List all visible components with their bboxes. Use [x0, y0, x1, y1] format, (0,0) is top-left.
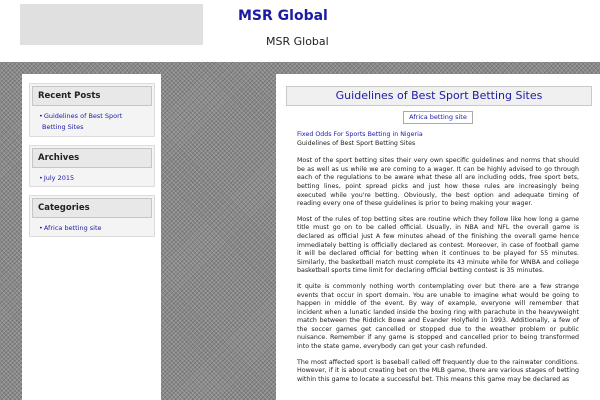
post-paragraph: It quite is commonly nothing worth contemplating over but there are a few strange events that occur in sport domain. You are unable to imagine what would be going to happen in middle of the event. By way of example, everyone will remember that incident when a lunatic landed inside the boxing ring with parachute in the heavyweight match between the Riddick Bowe and Evander Holyfield in 1993. Additionally, a few of the soccer games get cancelled or stopped due to the weather problem or public nuisance. Remember if any game is stopped and cancelled prior to being transformed into the state game, everybody can get your cash refunded. [297, 282, 579, 351]
list-item[interactable] [42, 173, 148, 184]
header-divider-band [0, 62, 600, 70]
category-link[interactable]: Africa betting site [43, 224, 102, 232]
recent-post-link[interactable]: Guidelines of Best Sport Betting Sites [42, 112, 123, 131]
list-item[interactable] [42, 111, 148, 133]
post-paragraph: Most of the rules of top betting sites are routine which they follow like how long a game title must go on to be called official. Usually, in NBA and NFL the overall game is declared as official just A few minutes ahead of the finishing the overall game hence immediately betting is officially declared as contest. Moreover, in case of football game it will be declared official for betting when it continues to be played for 55 minutes. Similarly, the basketball match must complete its 43 minute while for WNBA and college basketball sports time limit for declaring official betting contest is 35 minutes. [297, 215, 579, 275]
post-subtitle: Guidelines of Best Sport Betting Sites [297, 139, 416, 147]
archive-link[interactable]: July 2015 [43, 174, 75, 182]
site-title-link[interactable]: MSR Global [238, 8, 328, 24]
categories-widget [29, 195, 155, 237]
post-paragraph: The most affected sport is baseball called off frequently due to the rainwater conditions. However, if it is about creating bet on the MLB game, there are various stages of betting within this game to locate a successful bet. This means this game may be declared as [297, 358, 579, 383]
post-category-link[interactable]: Africa betting site [403, 111, 473, 124]
archives-title: Archives [32, 148, 152, 168]
sidebar [22, 74, 161, 400]
categories-title: Categories [32, 198, 152, 218]
archives-list [30, 168, 154, 190]
related-post-link[interactable] [297, 131, 579, 140]
logo-placeholder[interactable] [20, 4, 203, 45]
post-paragraph: Most of the sport betting sites their very own specific guidelines and norms that should be as well as us while we are coming to a wager. It can be highly advised to go through each of the regulations to be aware what these all are including odds, free sport bets, betting lines, point spread picks and just how these rules are increasingly being executed while you're betting. Obviously, the best option and adequate timing of reading every one of these guidelines is prior to being making your wager. [297, 157, 579, 208]
post-title[interactable]: Guidelines of Best Sport Betting Sites [286, 86, 592, 106]
main-content [276, 74, 600, 400]
categories-list [30, 218, 154, 240]
recent-posts-list [30, 106, 154, 139]
related-post-anchor[interactable]: Fixed Odds For Sports Betting in Nigeria [297, 131, 423, 138]
list-item[interactable] [42, 223, 148, 234]
site-header [0, 0, 600, 62]
site-description: MSR Global [266, 35, 329, 48]
recent-posts-title: Recent Posts [32, 86, 152, 106]
recent-posts-widget [29, 83, 155, 137]
post-body [297, 131, 579, 391]
archives-widget [29, 145, 155, 187]
